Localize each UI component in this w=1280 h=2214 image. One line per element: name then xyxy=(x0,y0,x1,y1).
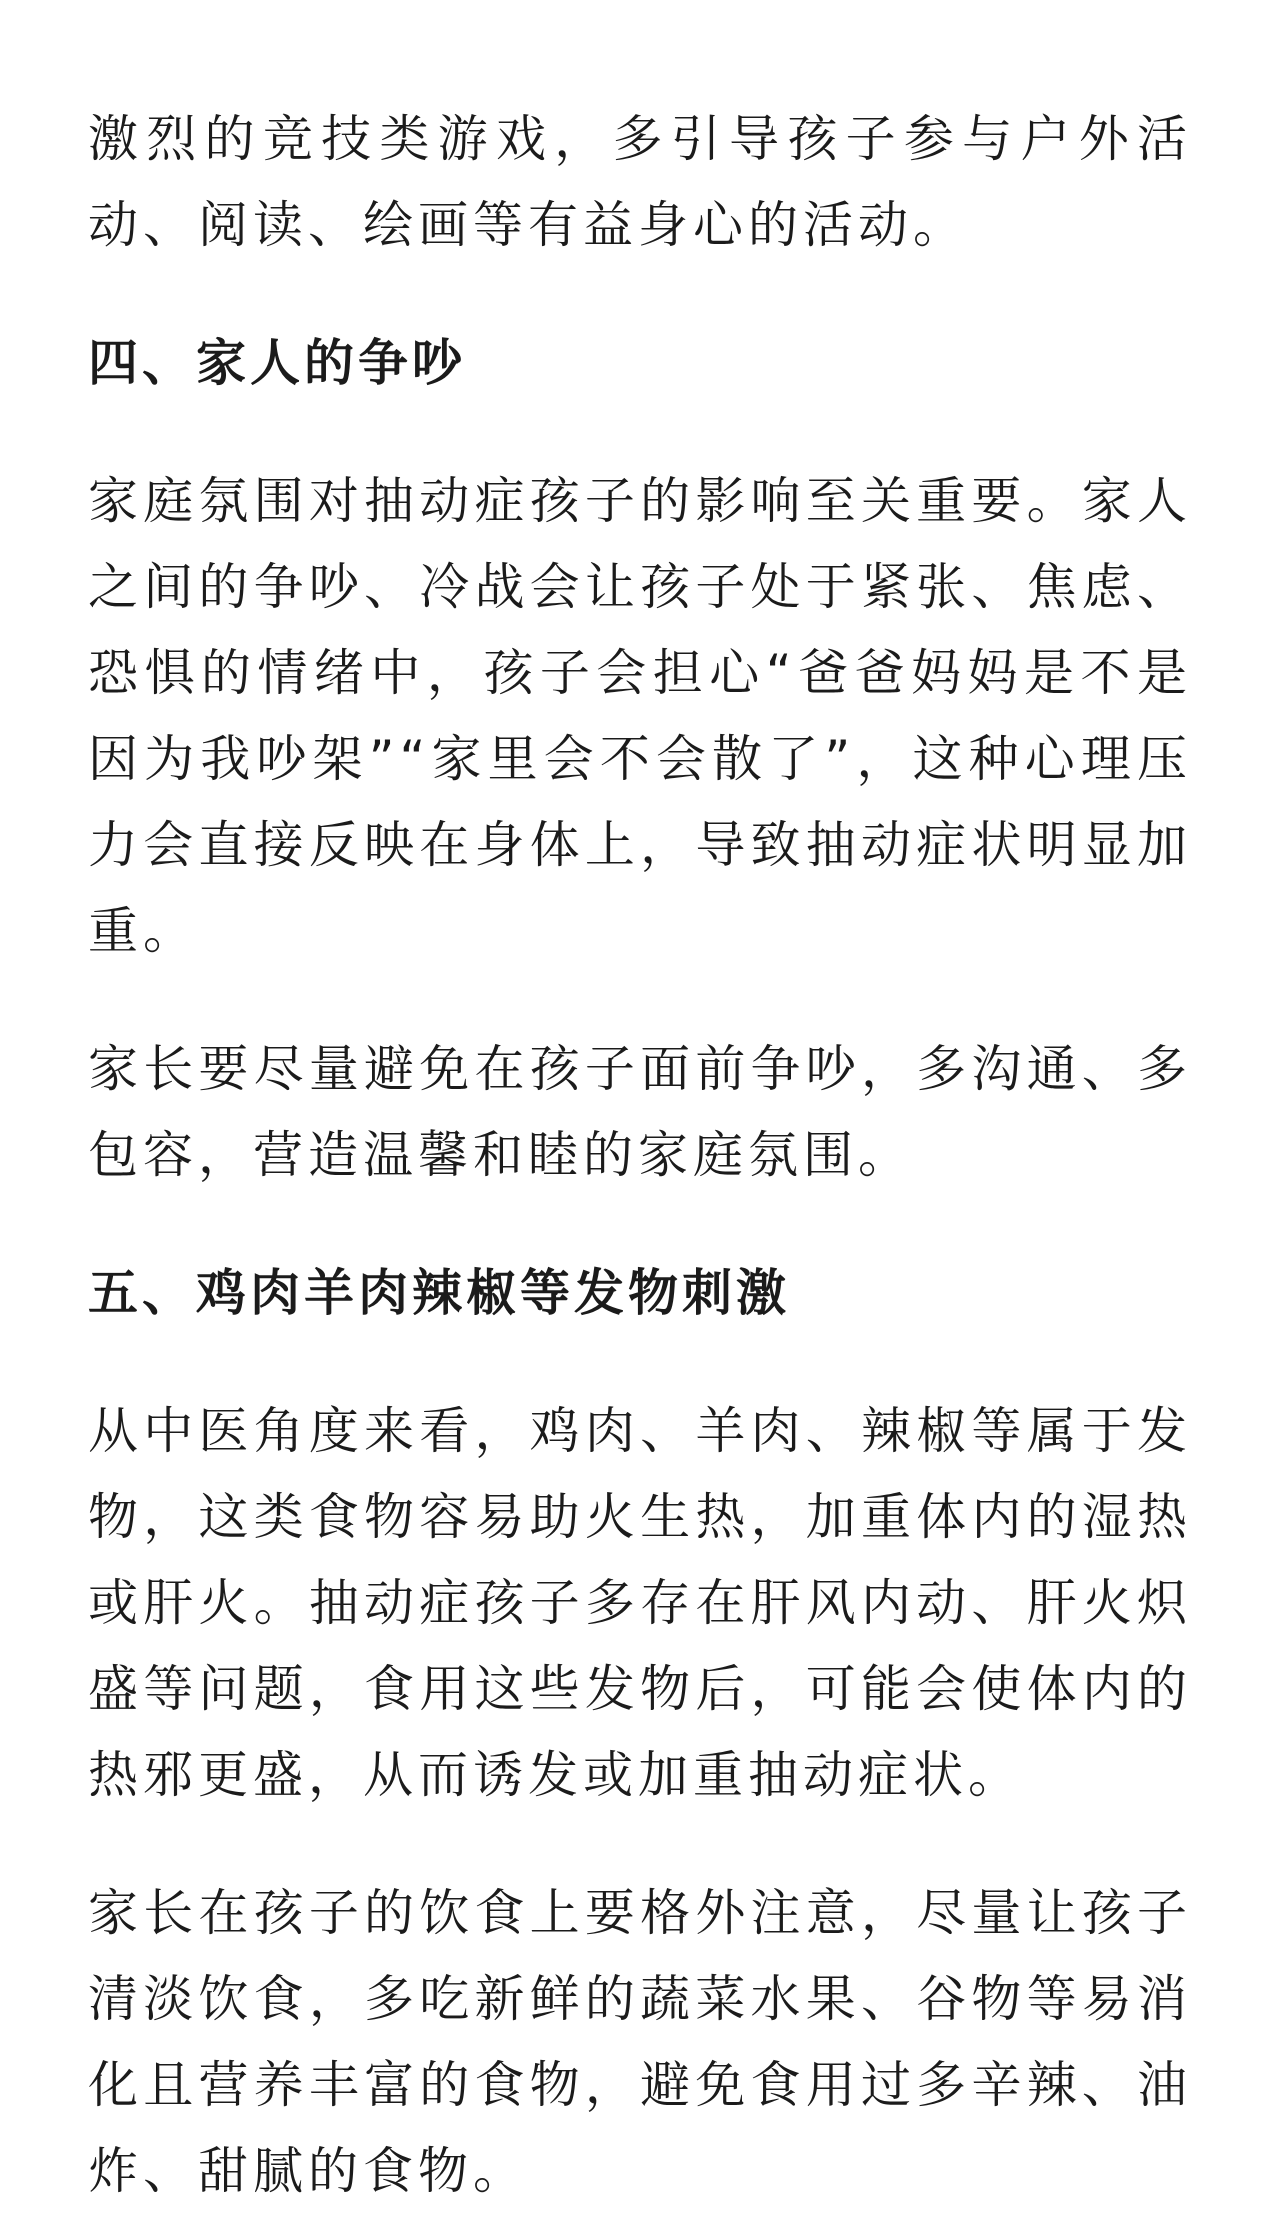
spacer xyxy=(88,974,1192,1026)
spacer xyxy=(88,1818,1192,1870)
spacer xyxy=(88,406,1192,458)
section-4-heading: 四、家人的争吵 xyxy=(88,334,466,392)
section-5-paragraph-1: 从中医角度来看，鸡肉、羊肉、辣椒等属于发物，这类食物容易助火生热，加重体内的湿热或肝火。抽动症孩子多存在肝风内动、肝火炽盛等问题，食用这些发物后，可能会使体内的热邪更盛，从而诱发或加重抽动症状。 xyxy=(88,1402,1192,1804)
section-4-paragraph-2: 家长要尽量避免在孩子面前争吵，多沟通、多包容，营造温馨和睦的家庭氛围。 xyxy=(88,1040,1192,1184)
section-4-paragraph-1: 家庭氛围对抽动症孩子的影响至关重要。家人之间的争吵、冷战会让孩子处于紧张、焦虑、恐惧的情绪中，孩子会担心“爸爸妈妈是不是因为我吵架”“家里会不会散了”，这种心理压力会直接反映在身体上，导致抽动症状明显加重。 xyxy=(88,472,1192,960)
spacer xyxy=(88,1336,1192,1388)
intro-paragraph: 激烈的竞技类游戏，多引导孩子参与户外活动、阅读、绘画等有益身心的活动。 xyxy=(88,110,1192,254)
spacer xyxy=(88,1198,1192,1250)
section-5-heading: 五、鸡肉羊肉辣椒等发物刺激 xyxy=(88,1264,790,1322)
article-body xyxy=(88,96,1192,2214)
section-5-paragraph-2: 家长在孩子的饮食上要格外注意，尽量让孩子清淡饮食，多吃新鲜的蔬菜水果、谷物等易消化且营养丰富的食物，避免食用过多辛辣、油炸、甜腻的食物。 xyxy=(88,1884,1192,2200)
spacer xyxy=(88,268,1192,320)
